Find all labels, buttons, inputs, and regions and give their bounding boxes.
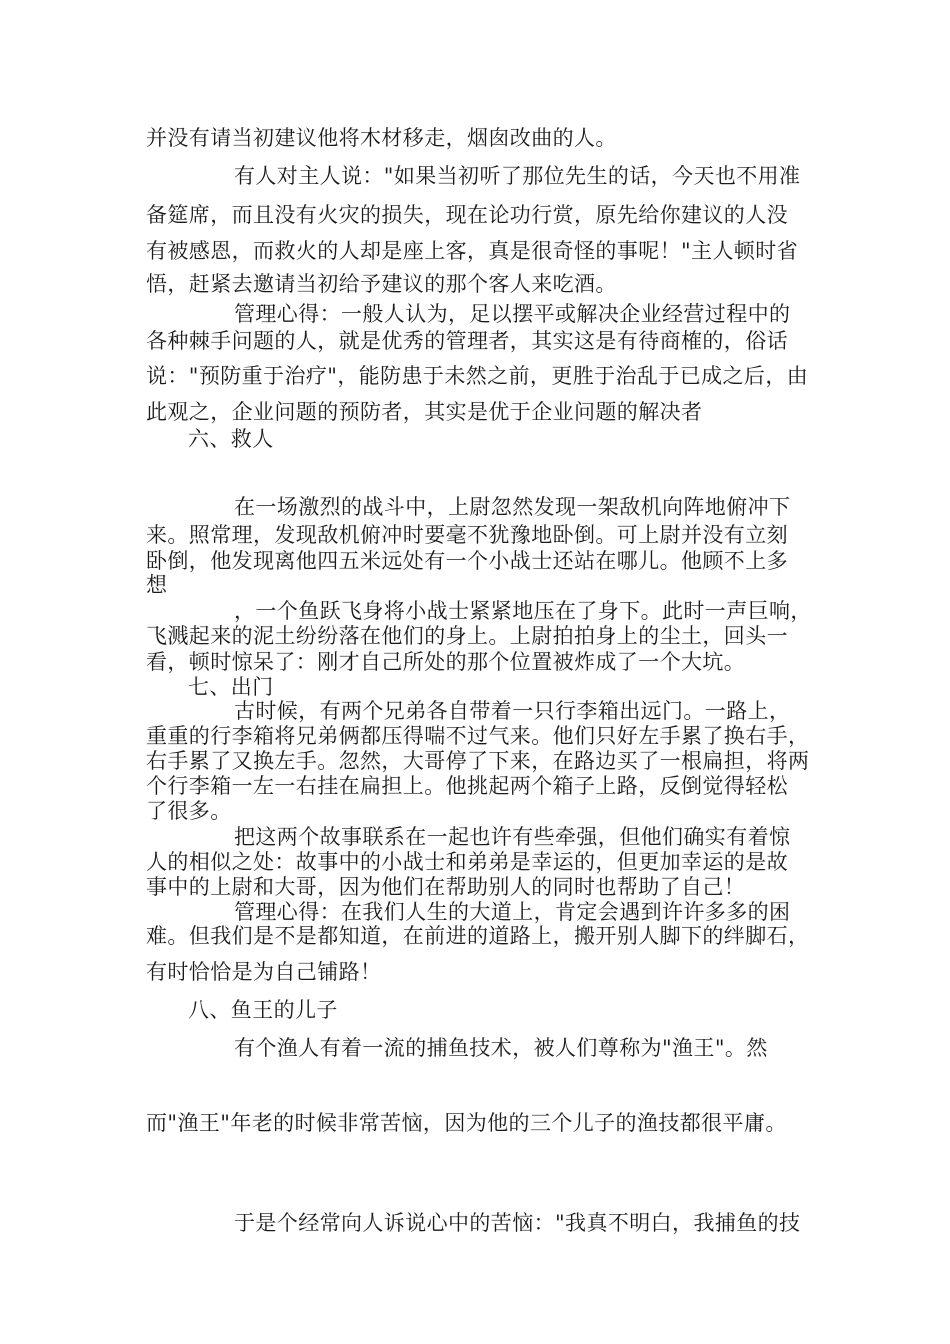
- paragraph-first-line: 有个渔人有着一流的捕鱼技术，被人们尊称为"渔王"。然: [234, 1036, 768, 1060]
- paragraph-first-line: 于是个经常向人诉说心中的苦恼："我真不明白，我捕鱼的技: [234, 1211, 801, 1235]
- text-line: 并没有请当初建议他将木材移走，烟囱改曲的人。: [146, 126, 617, 150]
- paragraph-first-line: 管理心得：在我们人生的大道上，肯定会遇到许许多多的困: [234, 900, 791, 924]
- paragraph-first-line: 把这两个故事联系在一起也许有些牵强，但他们确实有着惊: [234, 825, 791, 849]
- section-heading: 六、救人: [188, 427, 274, 451]
- paragraph-first-line: 有人对主人说："如果当初听了那位先生的话，今天也不用准: [234, 164, 801, 188]
- text-line: 个行李箱一左一右挂在扁担上。他挑起两个箱子上路，反倒觉得轻松: [146, 774, 788, 798]
- text-line: 右手累了又换左手。忽然，大哥停了下来，在路边买了一根扁担，将两: [146, 749, 810, 773]
- text-line: 了很多。: [146, 799, 232, 823]
- text-line: 看，顿时惊呆了：刚才自己所处的那个位置被炸成了一个大坑。: [146, 650, 746, 674]
- text-line: 悟，赶紧去邀请当初给予建议的那个客人来吃酒。: [146, 272, 617, 296]
- text-line: 各种棘手问题的人，就是优秀的管理者，其实这是有待商榷的，俗话: [146, 329, 788, 353]
- text-line: 飞溅起来的泥土纷纷落在他们的身上。上尉拍拍身上的尘土，回头一: [146, 624, 788, 648]
- text-line: 事中的上尉和大哥，因为他们在帮助别人的同时也帮助了自己！: [146, 875, 746, 899]
- text-line: 说："预防重于治疗"，能防患于未然之前，更胜于治乱于已成之后，由: [146, 364, 809, 388]
- text-line: 此观之，企业问题的预防者，其实是优于企业问题的解决者: [146, 400, 703, 424]
- text-line: 有时恰恰是为自己铺路！: [146, 960, 382, 984]
- text-line: 难。但我们是不是都知道，在前进的道路上，搬开别人脚下的绊脚石，: [146, 924, 810, 948]
- text-line: 人的相似之处：故事中的小战士和弟弟是幸运的，但更加幸运的是故: [146, 850, 788, 874]
- text-line: 备筵席，而且没有火灾的损失，现在论功行赏，原先给你建议的人没: [146, 203, 788, 227]
- section-heading: 八、鱼王的儿子: [188, 998, 338, 1022]
- text-line: 重重的行李箱将兄弟俩都压得喘不过气来。他们只好左手累了换右手，: [146, 724, 810, 748]
- text-line: 而"渔王"年老的时候非常苦恼，因为他的三个儿子的渔技都很平庸。: [146, 1111, 787, 1135]
- text-line: 卧倒，他发现离他四五米远处有一个小战士还站在哪儿。他顾不上多: [146, 549, 788, 573]
- paragraph-first-line: 管理心得：一般人认为，足以摆平或解决企业经营过程中的: [234, 302, 791, 326]
- section-heading: 七、出门: [188, 675, 274, 699]
- paragraph-first-line: ，一个鱼跃飞身将小战士紧紧地压在了身下。此时一声巨响，: [234, 599, 812, 623]
- paragraph-first-line: 在一场激烈的战斗中，上尉忽然发现一架敌机向阵地俯冲下: [234, 495, 791, 519]
- paragraph-first-line: 古时候，有两个兄弟各自带着一只行李箱出远门。一路上，: [234, 699, 791, 723]
- text-line: 来。照常理，发现敌机俯冲时要毫不犹豫地卧倒。可上尉并没有立刻: [146, 523, 788, 547]
- text-line: 有被感恩，而救火的人却是座上客，真是很奇怪的事呢！"主人顿时省: [146, 239, 799, 263]
- text-line: 想: [146, 573, 168, 597]
